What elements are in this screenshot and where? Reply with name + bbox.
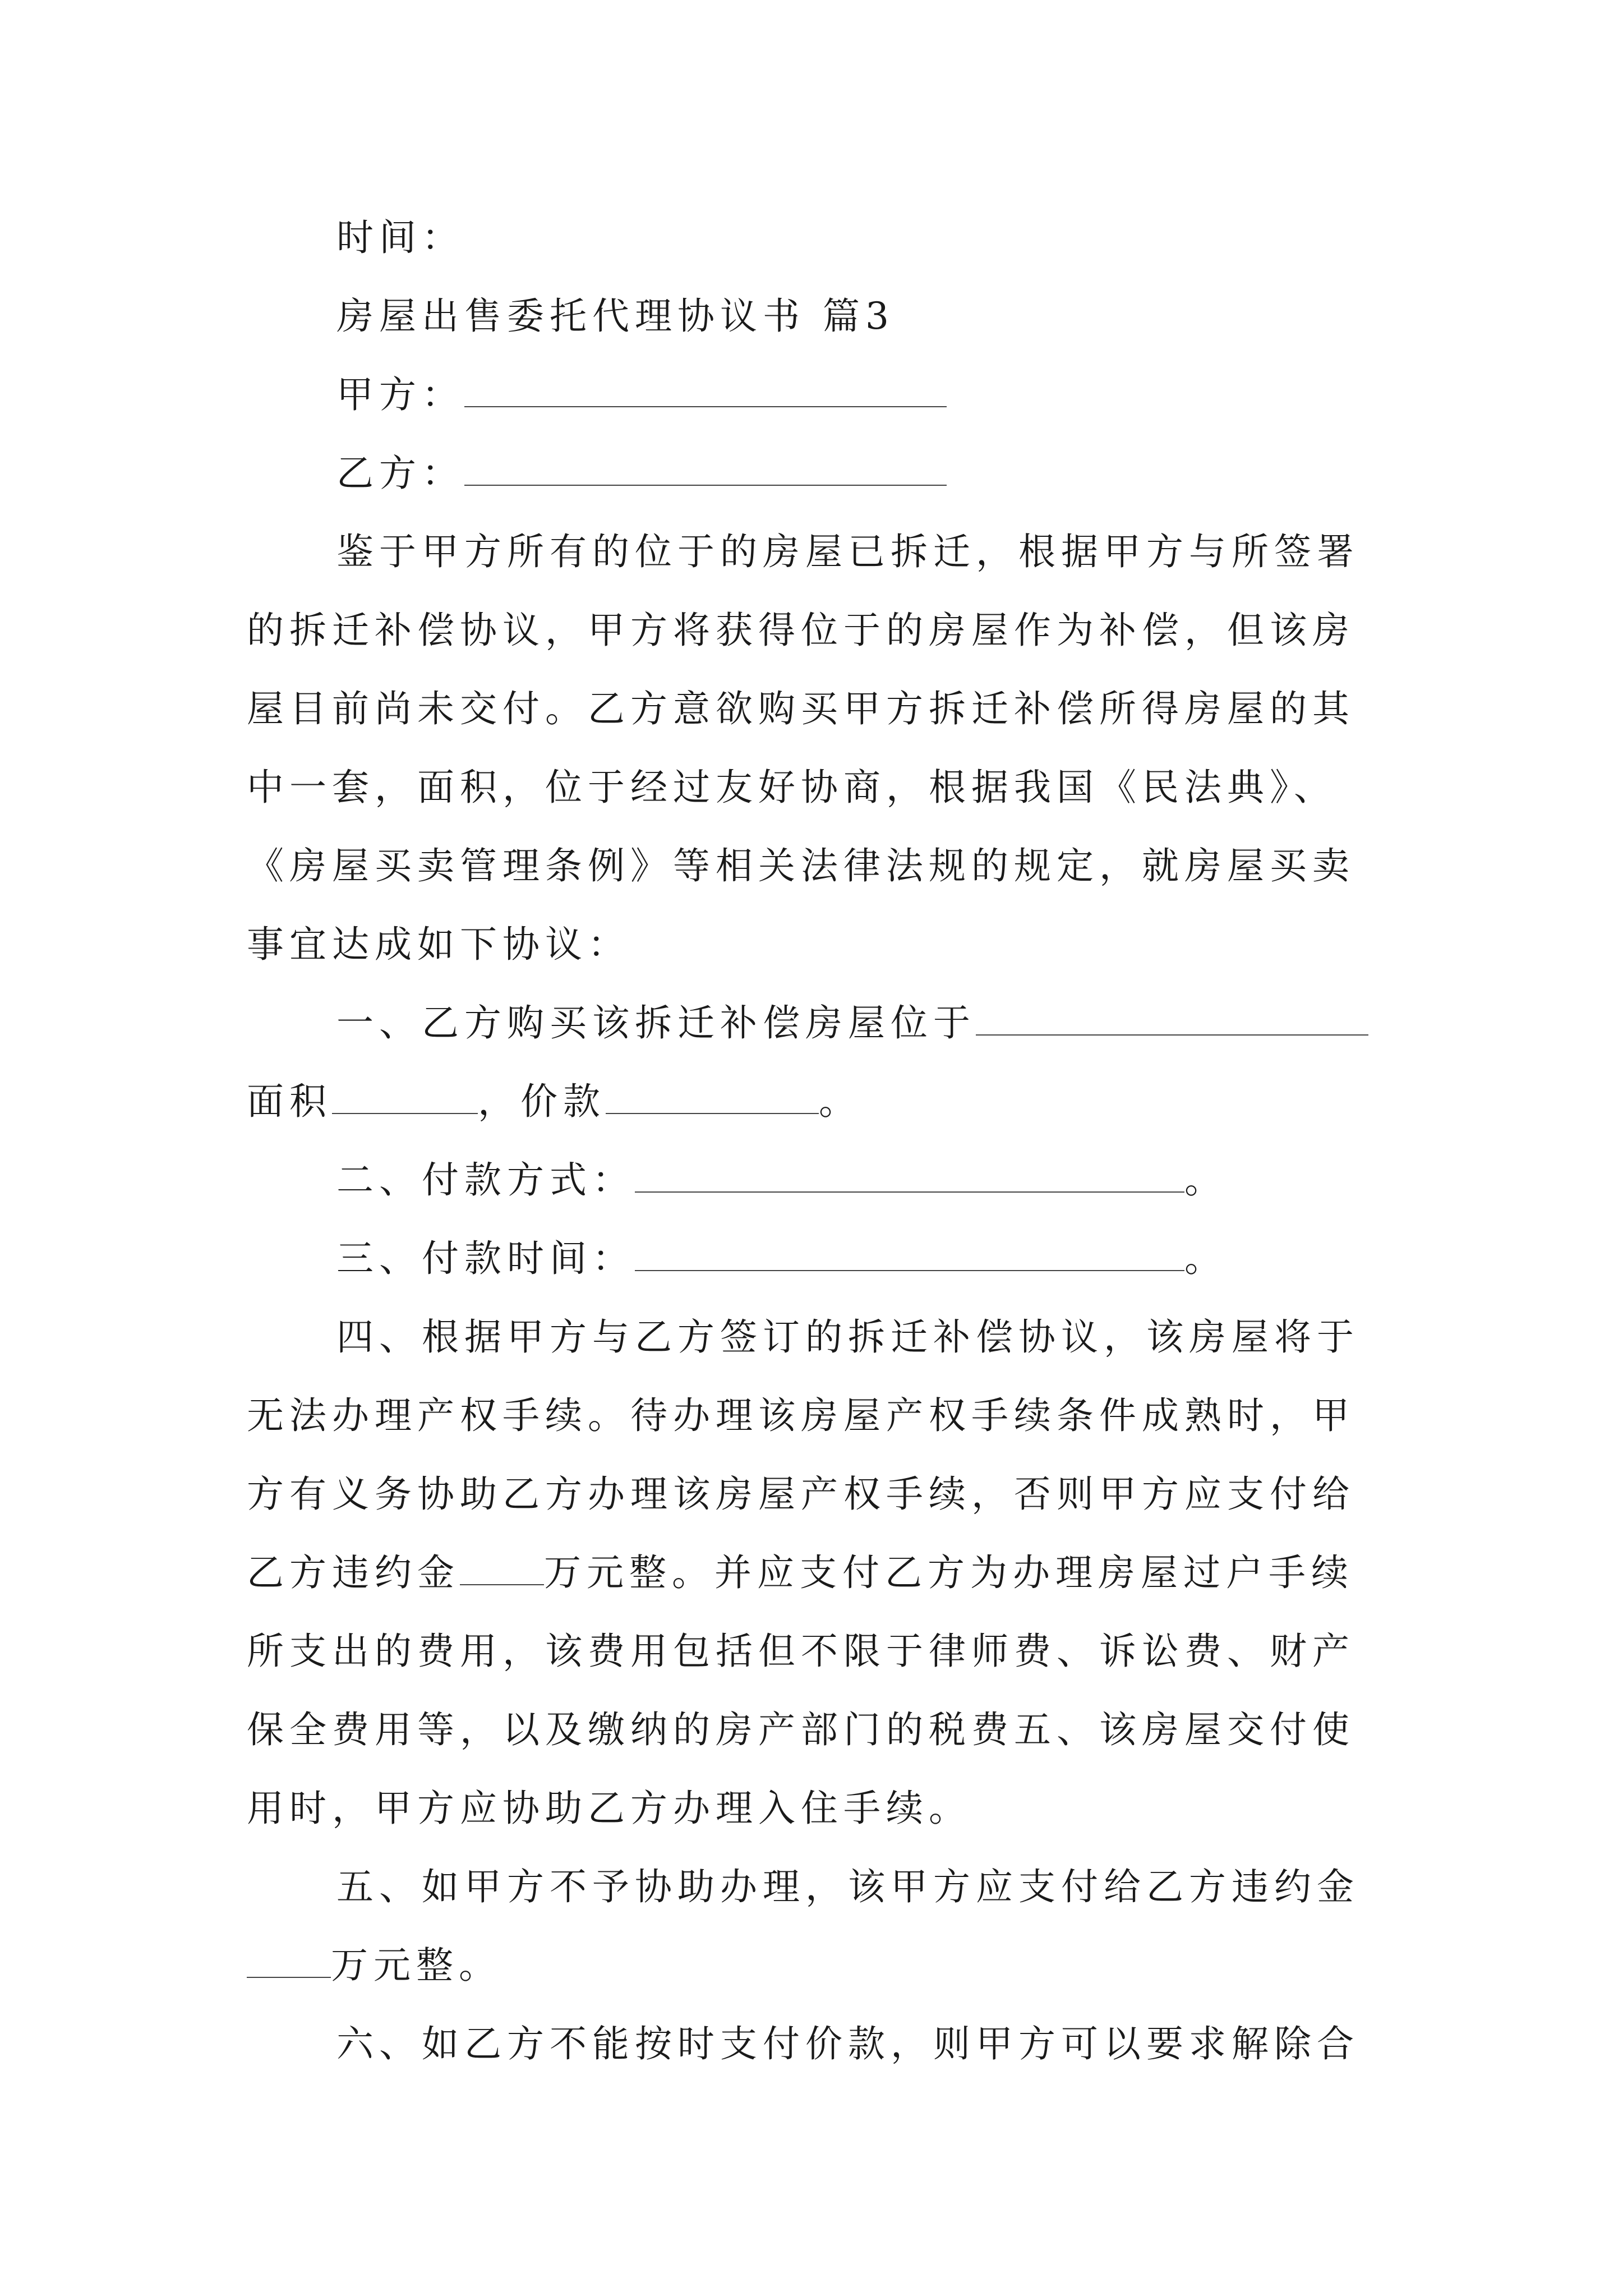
penalty-label: 乙方违约金 [247, 1551, 460, 1594]
clause-4-line: 四、根据甲方与乙方签订的拆迁补偿协议，该房屋将于 [336, 1315, 1359, 1359]
preamble-line: 鉴于甲方所有的位于的房屋已拆迁，根据甲方与所签署 [336, 530, 1359, 573]
preamble-line: 中一套，面积，位于经过友好协商，根据我国《民法典》、 [247, 766, 1336, 809]
clause-4-line: 所支出的费用，该费用包括但不限于律师费、诉讼费、财产 [247, 1630, 1355, 1673]
document-title: 房屋出售委托代理协议书 篇3 [336, 295, 895, 338]
payment-method-blank [635, 1161, 1184, 1193]
clause-1-continuation [247, 1079, 1396, 1124]
area-label: 面积 [247, 1080, 332, 1123]
clause-1-location-blank [976, 1004, 1368, 1036]
preamble-line: 事宜达成如下协议： [247, 923, 630, 966]
clause-4-line: 用时，甲方应协助乙方办理入住手续。 [247, 1787, 971, 1830]
party-a-blank [464, 376, 947, 407]
preamble-line: 屋目前尚未交付。乙方意欲购买甲方拆迁补偿所得房屋的其 [247, 687, 1355, 730]
price-label: ，价款 [478, 1080, 606, 1123]
preamble-line: 的拆迁补偿协议，甲方将获得位于的房屋作为补偿，但该房 [247, 609, 1355, 652]
time-label: 时间： [336, 216, 464, 259]
price-blank [606, 1083, 819, 1114]
clause-6-line: 六、如乙方不能按时支付价款，则甲方可以要求解除合 [336, 2022, 1359, 2065]
clause-1-end: 。 [819, 1080, 861, 1123]
clause-4-penalty-line [247, 1550, 1396, 1595]
clause-5-text: 万元整。 [331, 1944, 501, 1987]
clause-5-line: 五、如甲方不予协助办理，该甲方应支付给乙方违约金 [336, 1865, 1359, 1908]
clause-4-line: 无法办理产权手续。待办理该房屋产权手续条件成熟时，甲 [247, 1394, 1355, 1437]
clause-1-text: 一、乙方购买该拆迁补偿房屋位于 [336, 1001, 976, 1045]
clause-4-line: 方有义务协助乙方办理该房屋产权手续，否则甲方应支付给 [247, 1473, 1355, 1516]
clause-2-line [336, 1158, 1396, 1203]
area-blank [332, 1083, 478, 1114]
clause-5-continuation [247, 1943, 1396, 1988]
party-a-label: 甲方： [336, 373, 464, 416]
clause-4-line: 保全费用等，以及缴纳的房产部门的税费五、该房屋交付使 [247, 1708, 1355, 1751]
clause-3-line [336, 1236, 1396, 1281]
clause-5-penalty-blank [247, 1947, 331, 1978]
party-b-line [336, 451, 1396, 496]
clause-1-line [336, 1001, 1396, 1046]
payment-time-label: 三、付款时间： [336, 1237, 635, 1280]
payment-time-blank [635, 1240, 1184, 1271]
party-a-line [336, 372, 1396, 417]
clause-3-end: 。 [1184, 1237, 1227, 1280]
party-b-blank [464, 454, 947, 486]
penalty-blank [460, 1554, 544, 1585]
preamble-line: 《房屋买卖管理条例》等相关法律法规的规定，就房屋买卖 [247, 844, 1355, 887]
penalty-text: 万元整。并应支付乙方为办理房屋过户手续 [544, 1551, 1354, 1594]
party-b-label: 乙方： [336, 452, 464, 495]
clause-2-end: 。 [1184, 1158, 1227, 1202]
payment-method-label: 二、付款方式： [336, 1158, 635, 1202]
